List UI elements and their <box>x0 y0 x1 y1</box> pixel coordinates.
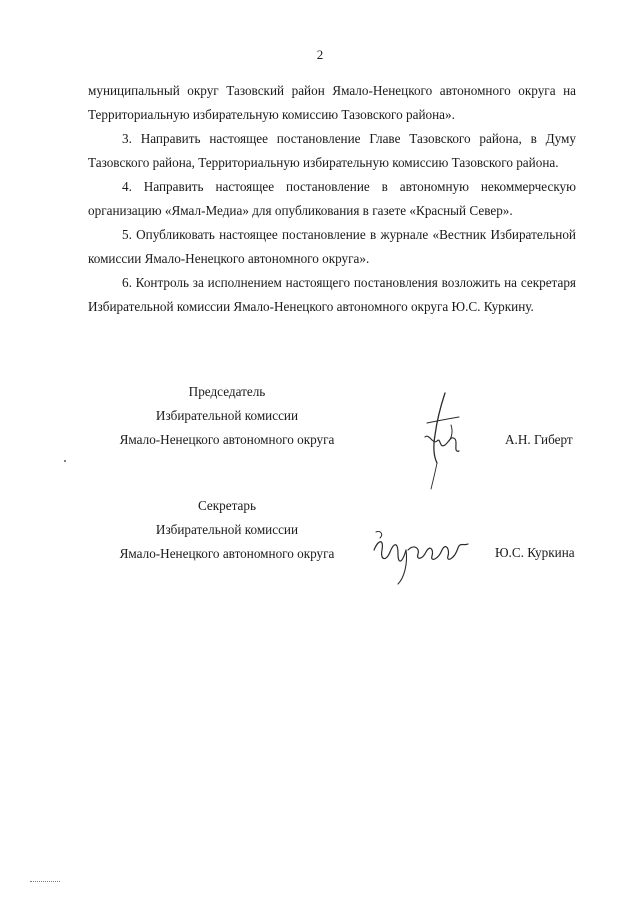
paragraph-continuation: муниципальный округ Тазовский район Ямало-Ненецкого автономного округа на Территориальную избирательную комиссию Тазовского района». <box>88 83 576 122</box>
secretary-region: Ямало-Ненецкого автономного округа <box>119 546 335 561</box>
secretary-commission: Избирательной комиссии <box>155 522 299 537</box>
paragraph-item-6: 6. Контроль за исполнением настоящего постановления возложить на секретаря Избирательной комиссии Ямало-Ненецкого автономного округа Ю.С. Куркину. <box>88 275 576 314</box>
chairman-handwritten-signature <box>415 385 475 495</box>
scan-speck <box>64 460 66 462</box>
paragraph-item-3: 3. Направить настоящее постановление Главе Тазовского района, в Думу Тазовского района, Территориальную избирательную комиссию Тазовского района. <box>88 131 576 170</box>
secretary-handwritten-signature <box>368 520 478 590</box>
chairman-title-block <box>112 380 342 452</box>
secretary-title-block <box>112 494 342 566</box>
secretary-name: Ю.С. Куркина <box>495 545 575 560</box>
paragraph-item-4: 4. Направить настоящее постановление в автономную некоммерческую организацию «Ямал-Медиа» для опубликования в газете «Красный Север». <box>88 179 576 218</box>
chairman-region: Ямало-Ненецкого автономного округа <box>119 432 335 447</box>
page-number: 2 <box>316 47 324 62</box>
chairman-name: А.Н. Гиберт <box>505 432 573 447</box>
chairman-commission: Избирательной комиссии <box>155 408 299 423</box>
paragraph-item-5: 5. Опубликовать настоящее постановление в журнале «Вестник Избирательной комиссии Ямало-Ненецкого автономного округа». <box>88 227 576 266</box>
secretary-position: Секретарь <box>197 498 257 513</box>
scan-edge-mark <box>30 881 60 882</box>
chairman-position: Председатель <box>188 384 266 399</box>
